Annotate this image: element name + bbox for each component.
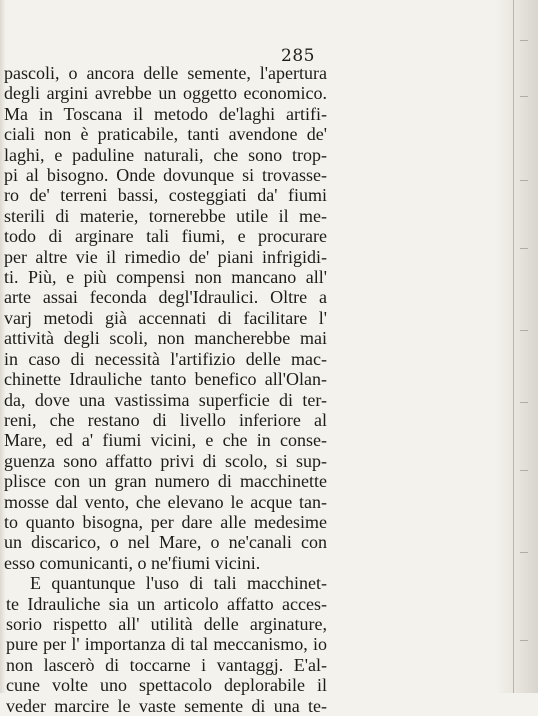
text-line: te Idrauliche sia un articolo affatto acces- (6, 593, 327, 614)
text-line: non lascerò di toccarne i vantaggj. E'al- (6, 654, 327, 675)
text-line: attività degli scoli, non mancherebbe mai (4, 328, 327, 349)
text-line: to quanto bisogna, per dare alle medesime (4, 511, 327, 532)
text-line: chinette Idrauliche tanto benefico all'Olan- (4, 369, 327, 390)
text-line: per altre vie il rimedio de' piani infrigidi- (4, 246, 327, 267)
text-line: todo di arginare tali fiumi, e procurare (4, 226, 327, 247)
text-line: sorio rispetto all' utilità delle arginature, (6, 613, 327, 634)
text-line: veder marcire le vaste semente di una te- (6, 695, 327, 716)
text-line: ti. Più, e più compensi non mancano all' (4, 267, 327, 288)
text-line: pure per l' importanza di tal meccanismo, io (6, 634, 327, 655)
text-line: Ma in Toscana il metodo de'laghi artifi- (4, 103, 327, 124)
page-number: 285 (281, 46, 315, 66)
text-line: Mare, ed a' fiumi vicini, e che in conse- (4, 430, 327, 451)
text-line: varj metodi già accennati di facilitare l' (4, 307, 327, 328)
text-line: ro de' terreni bassi, costeggiati da' fiumi (4, 185, 327, 206)
text-line: pi al bisogno. Onde dovunque si trovasse- (4, 165, 327, 186)
text-line: mosse dal vento, che elevano le acque tan- (4, 491, 327, 512)
text-line: in caso di necessità l'artifizio delle mac- (4, 348, 327, 369)
text-line: sterili di materie, tornerebbe utile il me- (4, 205, 327, 226)
text-line: laghi, e paduline naturali, che sono trop- (4, 144, 327, 165)
text-line: plisce con un gran numero di macchinette (4, 471, 327, 492)
text-line: E quantunque l'uso di tali macchinet- (30, 573, 327, 594)
text-line: da, dove una vastissima superficie di ter- (4, 389, 327, 410)
next-page-edge (513, 0, 514, 693)
paragraph-2 (0, 573, 327, 716)
paragraph-1 (0, 63, 327, 573)
text-line: guenza sono affatto privi di scolo, si sup- (4, 450, 327, 471)
text-line: un discarico, o nel Mare, o ne'canali con (4, 532, 327, 553)
text-line: cune volte uno spettacolo deplorabile il (6, 675, 327, 696)
text-line: degli argini avrebbe un oggetto economico. (4, 83, 327, 104)
text-line: arte assai feconda degl'Idraulici. Oltre a (4, 287, 327, 308)
text-line: pascoli, o ancora delle semente, l'apertura (4, 63, 327, 83)
text-body (0, 63, 332, 716)
text-line: ciali non è praticabile, tanti avendone de' (4, 124, 327, 145)
text-line: reni, che restano di livello inferiore al (4, 409, 327, 430)
text-line: esso comunicanti, o ne'fiumi vicini. (4, 552, 261, 573)
scan-edge-shadow (496, 0, 538, 693)
